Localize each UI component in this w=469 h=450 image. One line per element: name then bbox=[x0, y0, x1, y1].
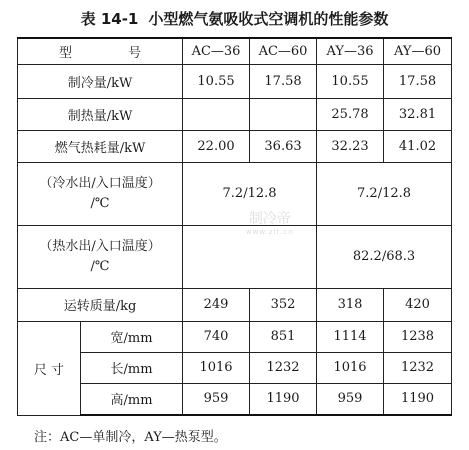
table-title: 小型燃气氨吸收式空调机的性能参数 bbox=[148, 10, 389, 28]
label-cooling-capacity: 制冷量/kW bbox=[18, 64, 183, 98]
cell-gas-ac60: 36.63 bbox=[250, 130, 317, 162]
label-size: 尺 寸 bbox=[18, 321, 81, 415]
cell-mass-ay60: 420 bbox=[384, 288, 452, 321]
table-number: 表 14-1 bbox=[80, 10, 139, 28]
header-model: 型 号 bbox=[18, 38, 183, 64]
label-size-height: 高/mm bbox=[81, 383, 183, 415]
cell-hot-water-ay: 82.2/68.3 bbox=[317, 225, 452, 288]
watermark-url: www.zlt.cn bbox=[246, 228, 294, 236]
row-size-width bbox=[18, 321, 452, 352]
label-size-width: 宽/mm bbox=[81, 321, 183, 352]
cell-height-ay60: 1190 bbox=[384, 383, 452, 415]
label-gas-consumption: 燃气热耗量/kW bbox=[18, 130, 183, 162]
row-heating-capacity bbox=[18, 98, 452, 130]
cell-heating-ay36: 25.78 bbox=[317, 98, 384, 130]
cell-width-ay36: 1114 bbox=[317, 321, 384, 352]
row-chilled-water-temp bbox=[18, 162, 452, 225]
cell-chilled-water-ac: 7.2/12.8 bbox=[183, 162, 317, 225]
header-ac60: AC—60 bbox=[250, 38, 317, 64]
header-ac36: AC—36 bbox=[183, 38, 250, 64]
cell-width-ac36: 740 bbox=[183, 321, 250, 352]
cell-cooling-ay60: 17.58 bbox=[384, 64, 452, 98]
cell-heating-ac36 bbox=[183, 98, 250, 130]
cell-cooling-ay36: 10.55 bbox=[317, 64, 384, 98]
label-size-length: 长/mm bbox=[81, 352, 183, 383]
row-size-height bbox=[18, 383, 452, 415]
cell-mass-ac60: 352 bbox=[250, 288, 317, 321]
label-hot-water-temp bbox=[18, 225, 183, 288]
cell-length-ac36: 1016 bbox=[183, 352, 250, 383]
cell-gas-ac36: 22.00 bbox=[183, 130, 250, 162]
label-chilled-water-line2: /℃ bbox=[90, 195, 110, 211]
cell-height-ay36: 959 bbox=[317, 383, 384, 415]
row-size-length bbox=[18, 352, 452, 383]
cell-chilled-water-ay: 7.2/12.8 bbox=[317, 162, 452, 225]
label-chilled-water-line1: （冷水出/入口温度） bbox=[39, 175, 161, 191]
watermark-text: 制冷帝 bbox=[248, 211, 291, 227]
cell-heating-ac60 bbox=[250, 98, 317, 130]
table-header-row bbox=[18, 38, 452, 64]
cell-cooling-ac36: 10.55 bbox=[183, 64, 250, 98]
cell-hot-water-ac bbox=[183, 225, 317, 288]
cell-gas-ay60: 41.02 bbox=[384, 130, 452, 162]
cell-length-ac60: 1232 bbox=[250, 352, 317, 383]
header-ay60: AY—60 bbox=[384, 38, 452, 64]
label-chilled-water-temp bbox=[18, 162, 183, 225]
row-operating-mass bbox=[18, 288, 452, 321]
table-caption bbox=[0, 8, 469, 29]
label-operating-mass: 运转质量/kg bbox=[18, 288, 183, 321]
cell-length-ay36: 1016 bbox=[317, 352, 384, 383]
table-note: 注：AC—单制冷，AY—热泵型。 bbox=[34, 430, 227, 445]
cell-length-ay60: 1232 bbox=[384, 352, 452, 383]
cell-height-ac36: 959 bbox=[183, 383, 250, 415]
cell-heating-ay60: 32.81 bbox=[384, 98, 452, 130]
performance-table bbox=[17, 37, 452, 416]
label-heating-capacity: 制热量/kW bbox=[18, 98, 183, 130]
cell-height-ac60: 1190 bbox=[250, 383, 317, 415]
cell-mass-ac36: 249 bbox=[183, 288, 250, 321]
label-hot-water-line1: （热水出/入口温度） bbox=[39, 238, 161, 254]
cell-cooling-ac60: 17.58 bbox=[250, 64, 317, 98]
cell-gas-ay36: 32.23 bbox=[317, 130, 384, 162]
label-hot-water-line2: /℃ bbox=[90, 258, 110, 274]
cell-width-ac60: 851 bbox=[250, 321, 317, 352]
cell-width-ay60: 1238 bbox=[384, 321, 452, 352]
cell-mass-ay36: 318 bbox=[317, 288, 384, 321]
row-hot-water-temp bbox=[18, 225, 452, 288]
row-cooling-capacity bbox=[18, 64, 452, 98]
header-ay36: AY—36 bbox=[317, 38, 384, 64]
row-gas-consumption bbox=[18, 130, 452, 162]
